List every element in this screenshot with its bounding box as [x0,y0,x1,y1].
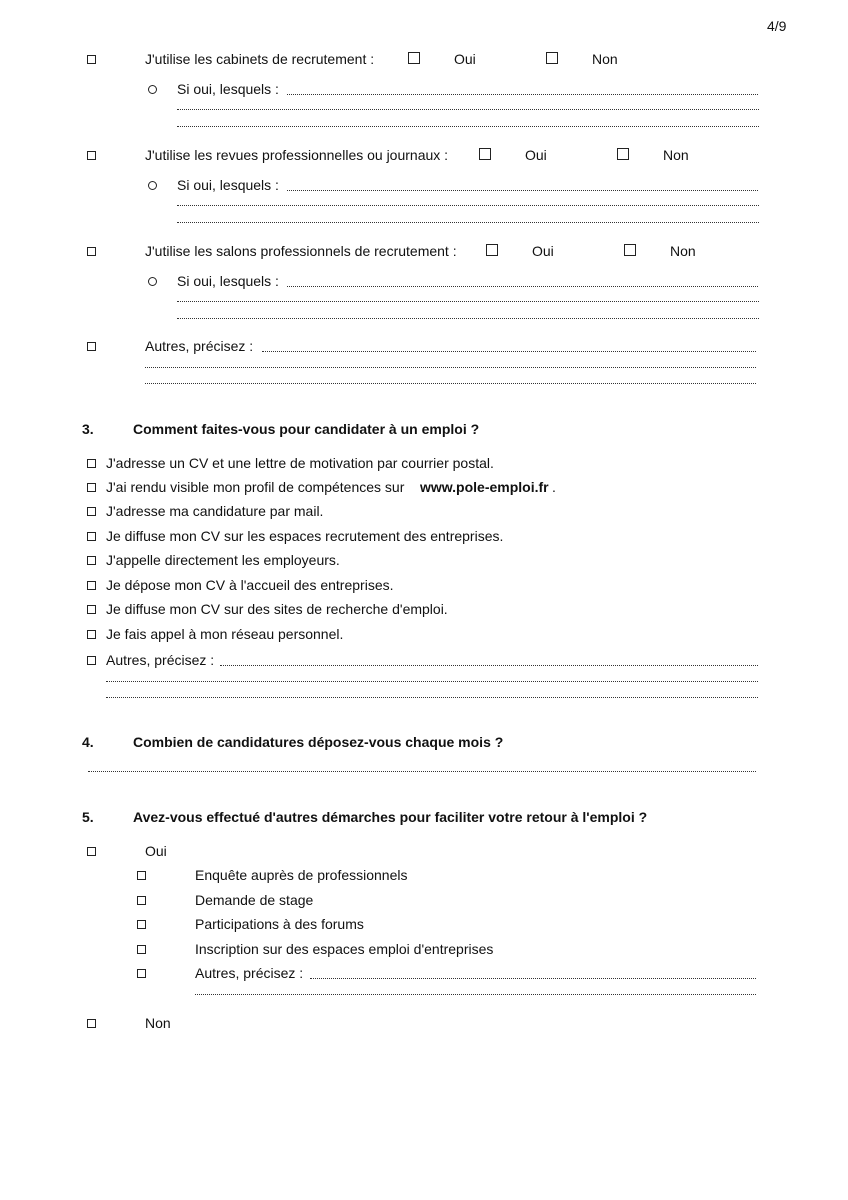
revues-label: J'utilise les revues professionnelles ou journaux : [145,147,449,163]
page-number: 4/9 [767,18,787,34]
cabinets-sub-label: Si oui, lesquels : [177,81,279,97]
q5-sub-checkbox[interactable] [137,896,146,905]
q5-sub-label: Demande de stage [195,892,314,908]
revues-checkbox[interactable] [87,151,96,160]
cabinets-answer-line-1[interactable] [287,93,758,95]
q5-sub-label: Inscription sur des espaces emploi d'entreprises [195,941,494,957]
q3-option-checkbox[interactable] [87,459,96,468]
q3-option-checkbox[interactable] [87,605,96,614]
q3-autres-answer-line-1[interactable] [220,664,758,666]
autres-label: Autres, précisez : [145,338,254,354]
autres-answer-line-3[interactable] [145,382,756,384]
q4-answer-line[interactable] [88,770,756,772]
q3-option-label: Je diffuse mon CV sur les espaces recrutement des entreprises. [106,528,504,544]
q3-option-checkbox[interactable] [87,630,96,639]
cabinets-oui-label: Oui [454,51,476,67]
revues-oui-checkbox[interactable] [479,148,491,160]
q3-option-label: Je dépose mon CV à l'accueil des entreprises. [106,577,394,593]
q3-option-label: Je fais appel à mon réseau personnel. [106,626,344,642]
q3-autres-answer-line-3[interactable] [106,696,758,698]
q5-sub-checkbox[interactable] [137,920,146,929]
salons-oui-checkbox[interactable] [486,244,498,256]
q5-sub-label: Autres, précisez : [195,965,304,981]
cabinets-answer-line-3[interactable] [177,125,759,127]
q5-non-label: Non [145,1015,171,1031]
cabinets-oui-checkbox[interactable] [408,52,420,64]
q3-title: Comment faites-vous pour candidater à un emploi ? [133,421,480,437]
q3-number: 3. [82,421,94,437]
q3-option-label: J'ai rendu visible mon profil de compétences sur [106,479,405,495]
salons-answer-line-3[interactable] [177,317,759,319]
q5-sub-checkbox[interactable] [137,969,146,978]
q5-title: Avez-vous effectué d'autres démarches pour faciliter votre retour à l'emploi ? [133,809,648,825]
q3-option-label: J'adresse ma candidature par mail. [106,503,324,519]
revues-answer-line-1[interactable] [287,189,758,191]
q3-option-label: J'adresse un CV et une lettre de motivation par courrier postal. [106,455,494,471]
autres-answer-line-2[interactable] [145,366,756,368]
pole-emploi-period: . [552,479,556,495]
q5-number: 5. [82,809,94,825]
cabinets-answer-line-2[interactable] [177,108,759,110]
autres-answer-line-1[interactable] [262,350,756,352]
q5-sub-checkbox[interactable] [137,945,146,954]
q5-non-checkbox[interactable] [87,1019,96,1028]
cabinets-sub-radio[interactable] [148,85,157,94]
q5-sub-label: Enquête auprès de professionnels [195,867,408,883]
q3-option-checkbox[interactable] [87,656,96,665]
revues-oui-label: Oui [525,147,547,163]
cabinets-non-checkbox[interactable] [546,52,558,64]
q5-oui-label: Oui [145,843,167,859]
q3-option-checkbox[interactable] [87,581,96,590]
q3-option-checkbox[interactable] [87,532,96,541]
q5-autres-answer-line-1[interactable] [310,977,756,979]
revues-sub-label: Si oui, lesquels : [177,177,279,193]
q5-sub-checkbox[interactable] [137,871,146,880]
salons-oui-label: Oui [532,243,554,259]
autres-checkbox[interactable] [87,342,96,351]
salons-non-checkbox[interactable] [624,244,636,256]
cabinets-label: J'utilise les cabinets de recrutement : [145,51,375,67]
salons-answer-line-2[interactable] [177,300,759,302]
salons-sub-radio[interactable] [148,277,157,286]
q5-sub-label: Participations à des forums [195,916,364,932]
salons-label: J'utilise les salons professionnels de recrutement : [145,243,457,259]
q4-number: 4. [82,734,94,750]
revues-answer-line-2[interactable] [177,204,759,206]
revues-answer-line-3[interactable] [177,221,759,223]
q3-autres-answer-line-2[interactable] [106,680,758,682]
q4-title: Combien de candidatures déposez-vous chaque mois ? [133,734,504,750]
revues-non-label: Non [663,147,689,163]
cabinets-checkbox[interactable] [87,55,96,64]
q3-option-label: Je diffuse mon CV sur des sites de recherche d'emploi. [106,601,448,617]
q3-option-checkbox[interactable] [87,507,96,516]
revues-sub-radio[interactable] [148,181,157,190]
salons-non-label: Non [670,243,696,259]
salons-checkbox[interactable] [87,247,96,256]
cabinets-non-label: Non [592,51,618,67]
salons-sub-label: Si oui, lesquels : [177,273,279,289]
q3-option-label: J'appelle directement les employeurs. [106,552,340,568]
q5-oui-checkbox[interactable] [87,847,96,856]
q3-option-checkbox[interactable] [87,483,96,492]
salons-answer-line-1[interactable] [287,285,758,287]
q3-option-checkbox[interactable] [87,556,96,565]
revues-non-checkbox[interactable] [617,148,629,160]
q5-autres-answer-line-2[interactable] [195,993,756,995]
q3-option-label: Autres, précisez : [106,652,215,668]
pole-emploi-link[interactable]: www.pole-emploi.fr [420,479,549,495]
